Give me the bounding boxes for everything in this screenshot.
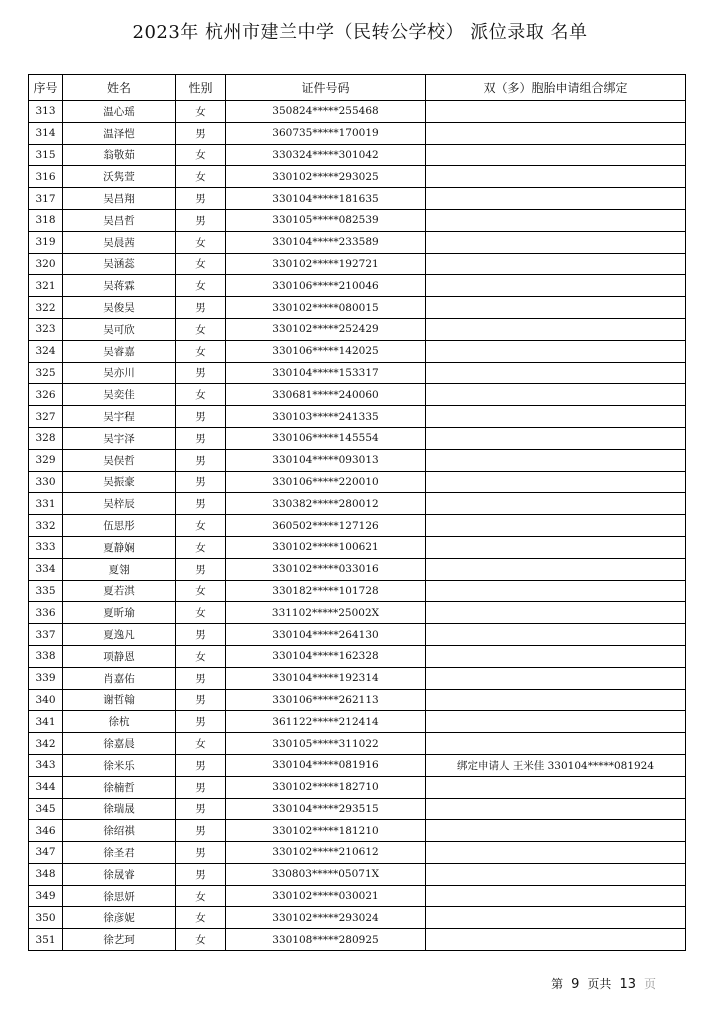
- cell-id-number: 330102*****100621: [226, 536, 426, 558]
- footer-suffix: 页: [643, 977, 656, 991]
- page-title: 2023年 杭州市建兰中学（民转公学校） 派位录取 名单: [132, 22, 588, 43]
- cell-gender: 男: [176, 820, 226, 842]
- cell-name: 沃隽萱: [63, 166, 176, 188]
- cell-name: 温心瑶: [63, 101, 176, 123]
- cell-name: 夏翎: [63, 558, 176, 580]
- cell-name: 徐嘉晨: [63, 733, 176, 755]
- cell-twin-binding: [426, 645, 686, 667]
- cell-index: 322: [29, 297, 63, 319]
- cell-name: 肖嘉佑: [63, 667, 176, 689]
- cell-index: 330: [29, 471, 63, 493]
- cell-name: 吴可欣: [63, 318, 176, 340]
- cell-twin-binding: [426, 166, 686, 188]
- cell-index: 316: [29, 166, 63, 188]
- table-row: [29, 580, 686, 602]
- cell-name: 吴俊昊: [63, 297, 176, 319]
- cell-id-number: 330108*****280925: [226, 929, 426, 951]
- cell-gender: 女: [176, 580, 226, 602]
- cell-gender: 女: [176, 275, 226, 297]
- cell-twin-binding: [426, 318, 686, 340]
- cell-gender: 女: [176, 907, 226, 929]
- cell-index: 325: [29, 362, 63, 384]
- cell-name: 吴振豪: [63, 471, 176, 493]
- cell-name: 吴奕佳: [63, 384, 176, 406]
- cell-gender: 男: [176, 842, 226, 864]
- cell-index: 313: [29, 101, 63, 123]
- cell-gender: 男: [176, 624, 226, 646]
- cell-id-number: 330681*****240060: [226, 384, 426, 406]
- cell-id-number: 330103*****241335: [226, 406, 426, 428]
- cell-index: 331: [29, 493, 63, 515]
- cell-id-number: 330106*****220010: [226, 471, 426, 493]
- cell-twin-binding: [426, 820, 686, 842]
- table-row: [29, 166, 686, 188]
- cell-twin-binding: [426, 885, 686, 907]
- cell-twin-binding: [426, 515, 686, 537]
- cell-name: 徐米乐: [63, 754, 176, 776]
- cell-id-number: 330104*****153317: [226, 362, 426, 384]
- page-footer: [551, 975, 656, 992]
- cell-gender: 男: [176, 558, 226, 580]
- cell-id-number: 331102*****25002X: [226, 602, 426, 624]
- table-row: [29, 318, 686, 340]
- col-header-name: 姓名: [63, 75, 176, 101]
- cell-id-number: 360735*****170019: [226, 122, 426, 144]
- cell-gender: 男: [176, 863, 226, 885]
- cell-name: 翁敬茹: [63, 144, 176, 166]
- cell-name: 吴宇程: [63, 406, 176, 428]
- cell-twin-binding: [426, 406, 686, 428]
- cell-twin-binding: [426, 711, 686, 733]
- cell-index: 347: [29, 842, 63, 864]
- table-row: [29, 340, 686, 362]
- cell-id-number: 330102*****181210: [226, 820, 426, 842]
- cell-index: 321: [29, 275, 63, 297]
- cell-name: 吴睿嘉: [63, 340, 176, 362]
- cell-id-number: 330106*****142025: [226, 340, 426, 362]
- cell-index: 351: [29, 929, 63, 951]
- cell-twin-binding: [426, 863, 686, 885]
- cell-id-number: 330104*****162328: [226, 645, 426, 667]
- cell-gender: 女: [176, 515, 226, 537]
- cell-id-number: 350824*****255468: [226, 101, 426, 123]
- cell-id-number: 330104*****081916: [226, 754, 426, 776]
- cell-twin-binding: [426, 122, 686, 144]
- cell-twin-binding: [426, 340, 686, 362]
- table-row: [29, 297, 686, 319]
- col-header-index: 序号: [29, 75, 63, 101]
- table-row: [29, 101, 686, 123]
- cell-twin-binding: [426, 188, 686, 210]
- cell-id-number: 330104*****264130: [226, 624, 426, 646]
- footer-total-pages: 13: [619, 977, 636, 992]
- cell-index: 333: [29, 536, 63, 558]
- cell-index: 326: [29, 384, 63, 406]
- cell-gender: 女: [176, 144, 226, 166]
- cell-twin-binding: [426, 231, 686, 253]
- cell-gender: 女: [176, 253, 226, 275]
- table-row: [29, 602, 686, 624]
- cell-index: 338: [29, 645, 63, 667]
- table-row: [29, 820, 686, 842]
- cell-id-number: 330803*****05071X: [226, 863, 426, 885]
- footer-page-number: 9: [571, 977, 580, 992]
- cell-gender: 男: [176, 209, 226, 231]
- cell-index: 348: [29, 863, 63, 885]
- cell-index: 334: [29, 558, 63, 580]
- table-row: [29, 253, 686, 275]
- table-row: [29, 471, 686, 493]
- cell-twin-binding: [426, 798, 686, 820]
- cell-name: 吴晨茜: [63, 231, 176, 253]
- cell-twin-binding: [426, 275, 686, 297]
- cell-name: 夏静娴: [63, 536, 176, 558]
- table-row: [29, 536, 686, 558]
- cell-id-number: 330102*****033016: [226, 558, 426, 580]
- cell-name: 吴蒋霖: [63, 275, 176, 297]
- cell-index: 315: [29, 144, 63, 166]
- cell-index: 349: [29, 885, 63, 907]
- cell-index: 317: [29, 188, 63, 210]
- cell-index: 328: [29, 427, 63, 449]
- cell-gender: 男: [176, 122, 226, 144]
- cell-twin-binding: [426, 449, 686, 471]
- cell-name: 徐杭: [63, 711, 176, 733]
- table-row: [29, 645, 686, 667]
- table-row: [29, 515, 686, 537]
- cell-twin-binding: [426, 253, 686, 275]
- cell-gender: 女: [176, 645, 226, 667]
- cell-index: 342: [29, 733, 63, 755]
- cell-name: 徐绍祺: [63, 820, 176, 842]
- cell-index: 337: [29, 624, 63, 646]
- cell-twin-binding: [426, 362, 686, 384]
- cell-id-number: 330102*****293024: [226, 907, 426, 929]
- cell-gender: 男: [176, 471, 226, 493]
- cell-gender: 女: [176, 318, 226, 340]
- cell-gender: 男: [176, 406, 226, 428]
- cell-gender: 男: [176, 427, 226, 449]
- cell-name: 吴昌哲: [63, 209, 176, 231]
- cell-index: 346: [29, 820, 63, 842]
- cell-twin-binding: [426, 536, 686, 558]
- cell-gender: 男: [176, 449, 226, 471]
- table-row: [29, 188, 686, 210]
- table-row: [29, 122, 686, 144]
- cell-twin-binding: [426, 101, 686, 123]
- table-row: [29, 754, 686, 776]
- table-row: [29, 929, 686, 951]
- cell-index: 350: [29, 907, 63, 929]
- cell-twin-binding: [426, 907, 686, 929]
- table-row: [29, 427, 686, 449]
- cell-id-number: 330104*****192314: [226, 667, 426, 689]
- table-row: [29, 362, 686, 384]
- footer-prefix: 第: [551, 977, 564, 991]
- cell-id-number: 330182*****101728: [226, 580, 426, 602]
- col-header-gender: 性别: [176, 75, 226, 101]
- cell-gender: 男: [176, 493, 226, 515]
- cell-id-number: 330382*****280012: [226, 493, 426, 515]
- cell-gender: 男: [176, 776, 226, 798]
- cell-gender: 女: [176, 340, 226, 362]
- cell-index: 341: [29, 711, 63, 733]
- table-row: [29, 667, 686, 689]
- cell-name: 徐思妍: [63, 885, 176, 907]
- cell-gender: 男: [176, 689, 226, 711]
- cell-id-number: 330106*****145554: [226, 427, 426, 449]
- cell-twin-binding: [426, 144, 686, 166]
- cell-name: 徐艺珂: [63, 929, 176, 951]
- cell-index: 327: [29, 406, 63, 428]
- cell-twin-binding: [426, 558, 686, 580]
- table-row: [29, 231, 686, 253]
- cell-id-number: 330104*****181635: [226, 188, 426, 210]
- cell-name: 温泽恺: [63, 122, 176, 144]
- table-row: [29, 711, 686, 733]
- cell-name: 吴俣哲: [63, 449, 176, 471]
- table-row: [29, 798, 686, 820]
- table-row: [29, 863, 686, 885]
- table-header-row: [29, 75, 686, 101]
- cell-twin-binding: [426, 209, 686, 231]
- cell-gender: 女: [176, 885, 226, 907]
- cell-id-number: 330105*****311022: [226, 733, 426, 755]
- cell-index: 336: [29, 602, 63, 624]
- cell-twin-binding: [426, 384, 686, 406]
- table-row: [29, 907, 686, 929]
- table-row: [29, 689, 686, 711]
- cell-id-number: 330102*****252429: [226, 318, 426, 340]
- cell-name: 吴昌翔: [63, 188, 176, 210]
- table-row: [29, 144, 686, 166]
- cell-id-number: 330102*****182710: [226, 776, 426, 798]
- cell-twin-binding: [426, 842, 686, 864]
- table-row: [29, 493, 686, 515]
- cell-gender: 男: [176, 188, 226, 210]
- cell-name: 徐彦妮: [63, 907, 176, 929]
- cell-gender: 男: [176, 711, 226, 733]
- cell-twin-binding: 绑定申请人 王米佳 330104*****081924: [426, 754, 686, 776]
- cell-id-number: 361122*****212414: [226, 711, 426, 733]
- cell-id-number: 330105*****082539: [226, 209, 426, 231]
- cell-twin-binding: [426, 667, 686, 689]
- cell-name: 吴涵蕊: [63, 253, 176, 275]
- cell-index: 324: [29, 340, 63, 362]
- cell-id-number: 330102*****192721: [226, 253, 426, 275]
- cell-id-number: 360502*****127126: [226, 515, 426, 537]
- cell-twin-binding: [426, 733, 686, 755]
- cell-name: 项静恩: [63, 645, 176, 667]
- cell-name: 吴宇泽: [63, 427, 176, 449]
- cell-id-number: 330102*****210612: [226, 842, 426, 864]
- cell-name: 夏若淇: [63, 580, 176, 602]
- table-row: [29, 885, 686, 907]
- cell-name: 徐圣君: [63, 842, 176, 864]
- cell-name: 夏逸凡: [63, 624, 176, 646]
- cell-twin-binding: [426, 689, 686, 711]
- table-row: [29, 842, 686, 864]
- cell-name: 吴梓辰: [63, 493, 176, 515]
- table-row: [29, 406, 686, 428]
- cell-index: 332: [29, 515, 63, 537]
- cell-twin-binding: [426, 297, 686, 319]
- cell-id-number: 330102*****080015: [226, 297, 426, 319]
- cell-gender: 男: [176, 667, 226, 689]
- cell-gender: 女: [176, 231, 226, 253]
- cell-id-number: 330104*****093013: [226, 449, 426, 471]
- cell-twin-binding: [426, 580, 686, 602]
- cell-name: 谢哲翰: [63, 689, 176, 711]
- cell-name: 徐瑞晟: [63, 798, 176, 820]
- cell-name: 徐晟睿: [63, 863, 176, 885]
- table-row: [29, 733, 686, 755]
- cell-id-number: 330102*****293025: [226, 166, 426, 188]
- table-row: [29, 275, 686, 297]
- cell-name: 徐楠哲: [63, 776, 176, 798]
- cell-index: 340: [29, 689, 63, 711]
- table-row: [29, 776, 686, 798]
- cell-gender: 男: [176, 297, 226, 319]
- cell-twin-binding: [426, 471, 686, 493]
- cell-name: 吴亦川: [63, 362, 176, 384]
- cell-twin-binding: [426, 602, 686, 624]
- cell-twin-binding: [426, 624, 686, 646]
- cell-index: 314: [29, 122, 63, 144]
- table-row: [29, 384, 686, 406]
- cell-index: 339: [29, 667, 63, 689]
- cell-twin-binding: [426, 493, 686, 515]
- cell-id-number: 330104*****293515: [226, 798, 426, 820]
- cell-index: 345: [29, 798, 63, 820]
- table-row: [29, 558, 686, 580]
- cell-gender: 男: [176, 798, 226, 820]
- cell-twin-binding: [426, 427, 686, 449]
- cell-id-number: 330102*****030021: [226, 885, 426, 907]
- cell-name: 夏昕瑜: [63, 602, 176, 624]
- cell-id-number: 330104*****233589: [226, 231, 426, 253]
- cell-gender: 女: [176, 733, 226, 755]
- cell-index: 335: [29, 580, 63, 602]
- cell-index: 343: [29, 754, 63, 776]
- cell-gender: 男: [176, 754, 226, 776]
- cell-gender: 男: [176, 362, 226, 384]
- cell-gender: 女: [176, 929, 226, 951]
- col-header-twin-binding: 双（多）胞胎申请组合绑定: [426, 75, 686, 101]
- cell-id-number: 330324*****301042: [226, 144, 426, 166]
- cell-index: 329: [29, 449, 63, 471]
- cell-index: 323: [29, 318, 63, 340]
- table-row: [29, 624, 686, 646]
- cell-id-number: 330106*****210046: [226, 275, 426, 297]
- cell-gender: 女: [176, 536, 226, 558]
- cell-index: 320: [29, 253, 63, 275]
- cell-gender: 女: [176, 384, 226, 406]
- table-row: [29, 449, 686, 471]
- admission-list-table: [28, 74, 686, 951]
- cell-name: 伍思彤: [63, 515, 176, 537]
- cell-gender: 女: [176, 602, 226, 624]
- footer-mid: 页共: [587, 977, 612, 991]
- cell-index: 319: [29, 231, 63, 253]
- cell-index: 344: [29, 776, 63, 798]
- cell-gender: 女: [176, 101, 226, 123]
- col-header-id-number: 证件号码: [226, 75, 426, 101]
- cell-gender: 女: [176, 166, 226, 188]
- cell-index: 318: [29, 209, 63, 231]
- cell-id-number: 330106*****262113: [226, 689, 426, 711]
- cell-twin-binding: [426, 776, 686, 798]
- cell-twin-binding: [426, 929, 686, 951]
- table-row: [29, 209, 686, 231]
